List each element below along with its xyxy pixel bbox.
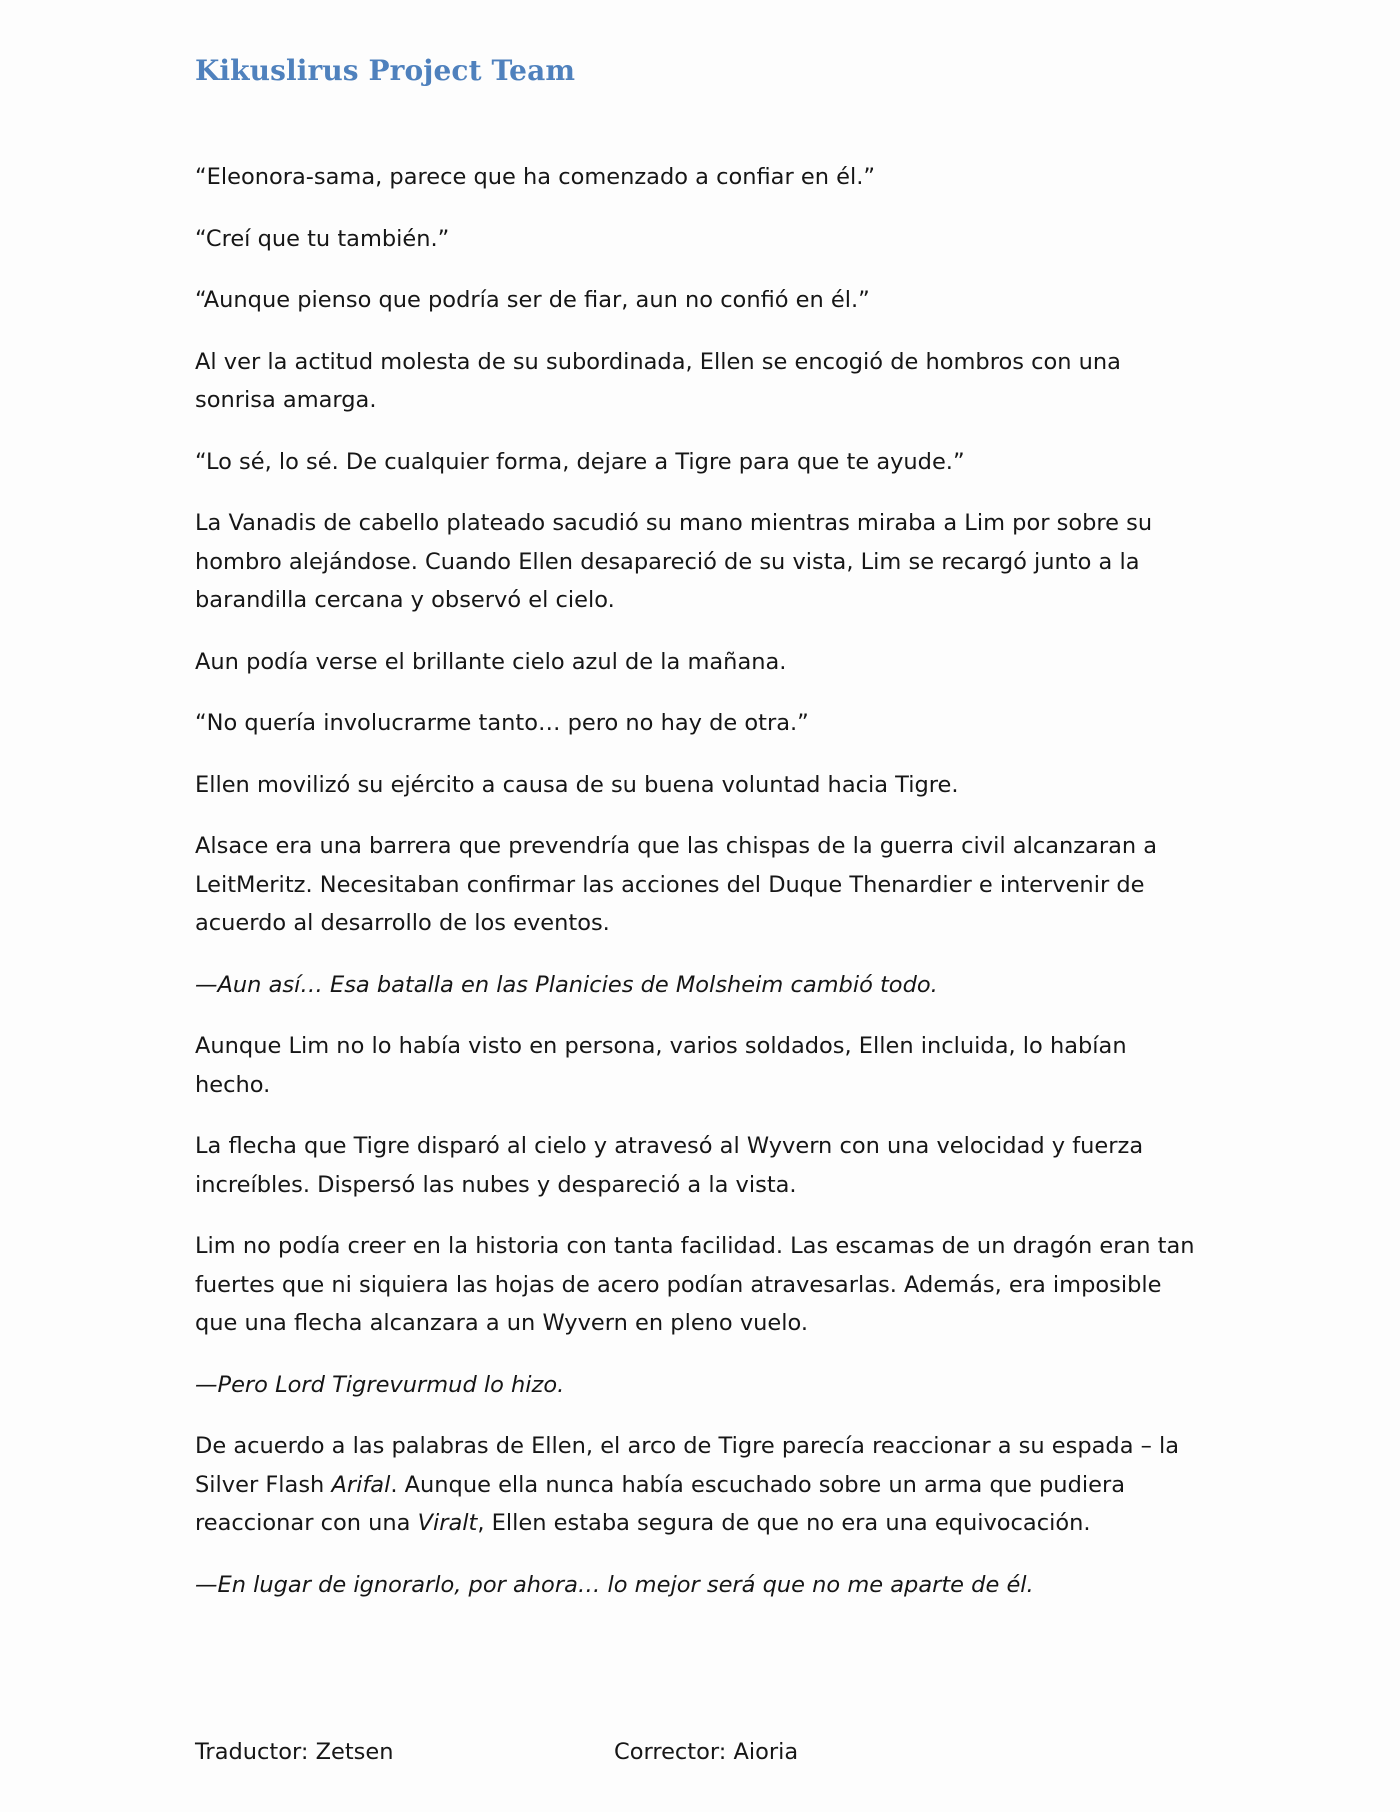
- italic-paragraph: —En lugar de ignorarlo, por ahora… lo mejor será que no me aparte de él.: [195, 1571, 1034, 1598]
- paragraph-text: , Ellen estaba segura de que no era una equivocación.: [477, 1510, 1091, 1536]
- paragraph: Alsace era una barrera que prevendría que las chispas de la guerra civil alcanzaran a LeitMeritz. Necesitaban confirmar las acciones del Duque Thenardier e intervenir de acuerdo al desarrollo de los eventos.: [195, 833, 1158, 936]
- italic-paragraph: —Pero Lord Tigrevurmud lo hizo.: [195, 1371, 565, 1398]
- paragraph: “Creí que tu también.”: [195, 225, 450, 252]
- paragraph: “Eleonora-sama, parece que ha comenzado a confiar en él.”: [195, 164, 876, 190]
- paragraph: Aunque Lim no lo había visto en persona, varios soldados, Ellen incluida, lo habían hecho.: [195, 1033, 1127, 1098]
- paragraph: Lim no podía creer en la historia con tanta facilidad. Las escamas de un dragón eran tan fuertes que ni siquiera las hojas de acero podían atravesarlas. Además, era imposible que una flecha alcanzara a un Wyvern en pleno vuelo.: [195, 1233, 1195, 1336]
- header-title: Kikuslirus Project Team: [195, 54, 576, 87]
- italic-paragraph: —Aun así… Esa batalla en las Planicies de Molsheim cambió todo.: [195, 971, 938, 998]
- paragraph: Aun podía verse el brillante cielo azul de la mañana.: [195, 648, 787, 675]
- paragraph: “Aunque pienso que podría ser de fiar, aun no confió en él.”: [195, 287, 870, 313]
- paragraph: Al ver la actitud molesta de su subordinada, Ellen se encogió de hombros con una sonrisa amarga.: [195, 348, 1121, 413]
- paragraph: “No quería involucrarme tanto… pero no hay de otra.”: [195, 710, 809, 736]
- corrector-credit: Corrector: Aioria: [614, 1739, 799, 1765]
- page-footer: [195, 1733, 1205, 1773]
- paragraph: La flecha que Tigre disparó al cielo y atravesó al Wyvern con una velocidad y fuerza increíbles. Dispersó las nubes y despareció a la vista.: [195, 1133, 1144, 1198]
- italic-term-arifal: Arifal: [331, 1471, 391, 1498]
- translator-credit: Traductor: Zetsen: [195, 1739, 394, 1765]
- italic-term-viralt: Viralt: [417, 1510, 478, 1536]
- paragraph: Ellen movilizó su ejército a causa de su buena voluntad hacia Tigre.: [195, 771, 959, 798]
- paragraph-text: De acuerdo a las palabras de Ellen, el arco de Tigre parecía reaccionar a su espada – la Silver Flash: [195, 1433, 1180, 1498]
- paragraph: La Vanadis de cabello plateado sacudió su mano mientras miraba a Lim por sobre su hombro alejándose. Cuando Ellen desapareció de su vista, Lim se recargó junto a la barandilla cercana y observó el cielo.: [195, 510, 1153, 613]
- paragraph-text: . Aunque ella nunca había escuchado sobre un arma que pudiera reaccionar con una: [195, 1471, 1125, 1536]
- document-body: [195, 158, 1205, 1627]
- paragraph: [195, 1427, 1205, 1543]
- paragraph: “Lo sé, lo sé. De cualquier forma, dejare a Tigre para que te ayude.”: [195, 448, 965, 475]
